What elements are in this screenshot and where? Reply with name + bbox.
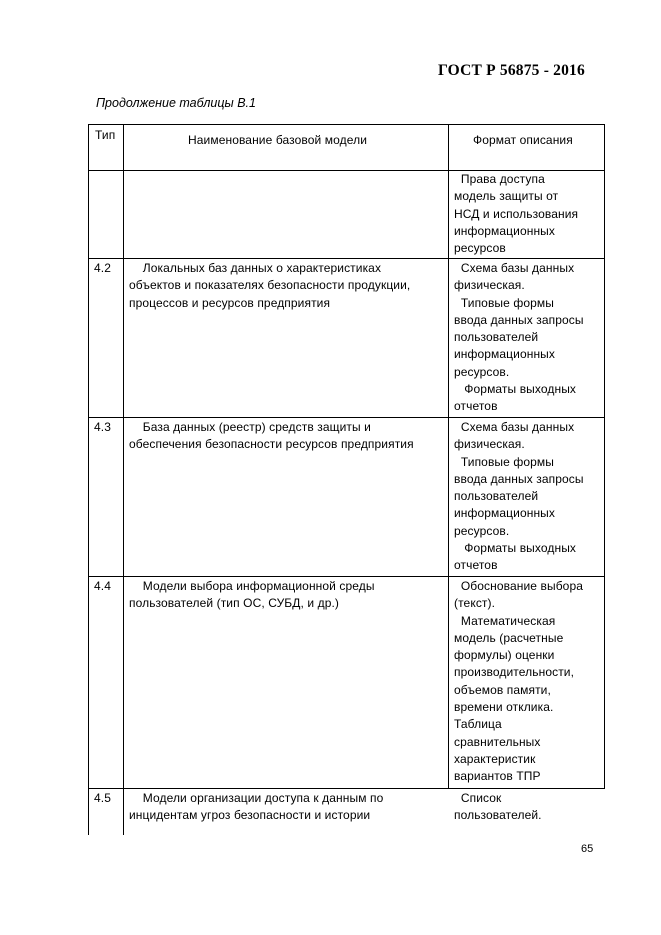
row-divider <box>88 417 605 418</box>
table-caption: Продолжение таблицы В.1 <box>96 96 256 110</box>
row-divider <box>88 788 605 789</box>
table-border-right <box>604 124 605 788</box>
row-format-cell: Обоснование выбора (текст). Математическая модель (расчетные формулы) оценки производительности, объемов памяти, времени отклика. Таблица сравнительных характеристик вариантов ТПР <box>454 579 583 784</box>
row-type-cell: 4.3 <box>94 420 111 434</box>
column-header-type: Тип <box>95 128 116 142</box>
document-standard-header: ГОСТ Р 56875 - 2016 <box>438 62 585 79</box>
table-border-top <box>88 124 605 125</box>
row-name-cell: Локальных баз данных о характеристиках объектов и показателях безопасности продукции, процессов и ресурсов предприятия <box>129 261 411 310</box>
row-format-cell: Схема базы данных физическая. Типовые формы ввода данных запросы пользователей информационных ресурсов. Форматы выходных отчетов <box>454 420 584 573</box>
row-name-cell: Модели выбора информационной среды пользователей (тип ОС, СУБД, и др.) <box>129 579 375 611</box>
row-format-cell: Права доступа модель защиты от НСД и использования информационных ресурсов <box>454 172 579 256</box>
column-header-format: Формат описания <box>473 133 573 147</box>
row-name-cell: Модели организации доступа к данным по инцидентам угроз безопасности и истории <box>129 791 384 823</box>
column-divider-type <box>123 124 124 835</box>
row-name-cell: База данных (реестр) средств защиты и обеспечения безопасности ресурсов предприятия <box>129 420 414 452</box>
models-table <box>88 124 605 835</box>
column-header-name: Наименование базовой модели <box>188 133 367 147</box>
page-number: 65 <box>581 843 594 855</box>
row-type-cell: 4.2 <box>94 261 111 275</box>
row-format-cell: Список пользователей. <box>454 791 542 823</box>
table-border-left <box>88 124 89 835</box>
row-divider <box>88 258 605 259</box>
row-format-cell: Схема базы данных физическая. Типовые формы ввода данных запросы пользователей информационных ресурсов. Форматы выходных отчетов <box>454 261 584 414</box>
row-divider <box>88 576 605 577</box>
row-type-cell: 4.4 <box>94 579 111 593</box>
row-type-cell: 4.5 <box>94 791 111 805</box>
column-divider-name <box>448 124 449 788</box>
